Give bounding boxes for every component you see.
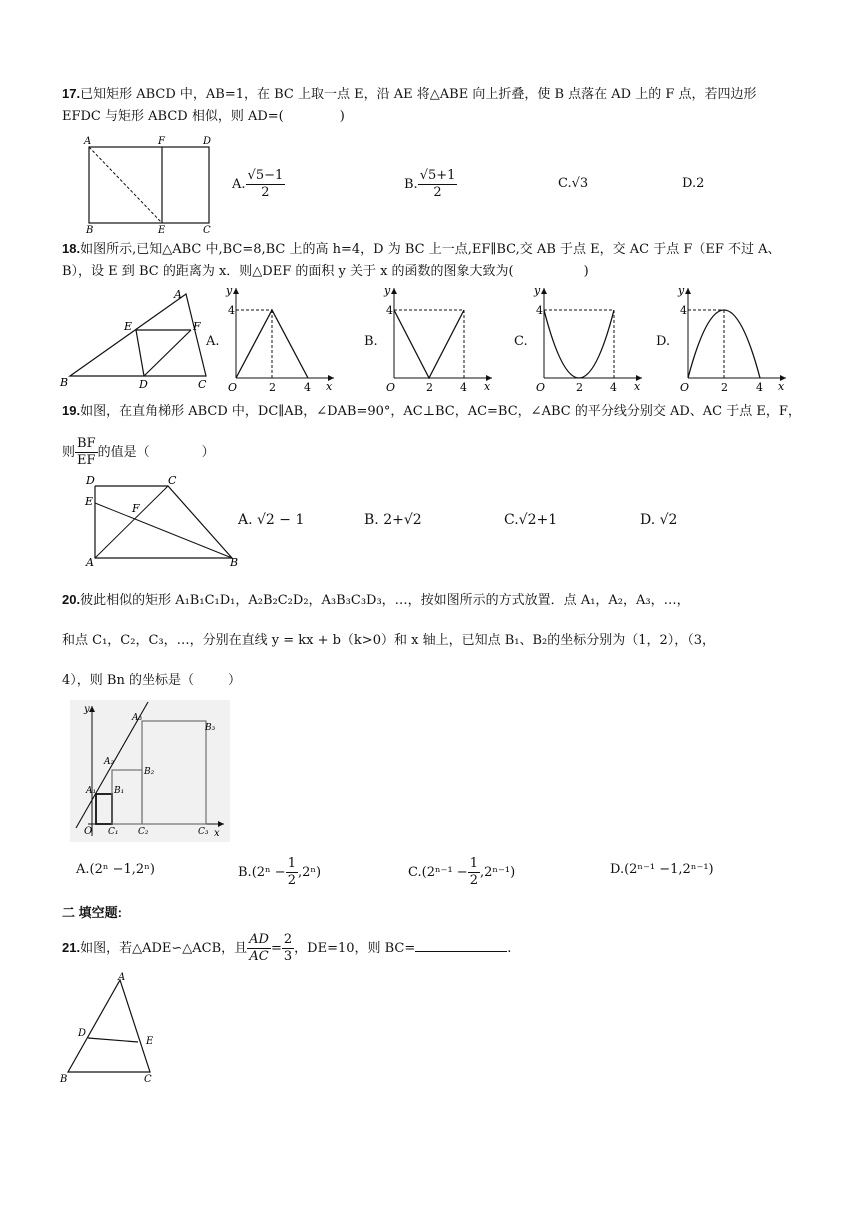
svg-text:E: E [146,1036,154,1047]
q20-figure [70,700,230,842]
svg-text:O: O [386,381,396,394]
section-heading: 二 填空题: [62,905,122,920]
svg-text:A₂: A₂ [104,757,115,767]
svg-text:C: C [203,225,211,234]
svg-text:O: O [536,381,546,394]
q18-text: 18.如图所示,已知△ABC 中,BC=8,BC 上的高 h=4，D 为 BC 上一点,EF∥BC,交 AB 于点 E，交 AC 于点 F（EF 不过 A、 B），设 E 到 BC 的距离为 x．则△DEF 的面积 y 关于 x 的函数的图象大致为( ) [62,241,781,279]
q18-option-a[interactable]: A. [206,334,220,349]
q17-option-c[interactable]: C.√3 [558,176,589,191]
svg-text:A₃: A₃ [132,713,143,723]
svg-text:2: 2 [576,381,583,394]
q20-option-c[interactable]: C.(2ⁿ⁻¹ − $\frac{1}{2}$ ,2ⁿ⁻¹) [408,856,516,888]
svg-text:A₁: A₁ [86,786,97,796]
svg-text:4: 4 [680,304,687,317]
svg-text:2: 2 [721,381,728,394]
svg-text:x: x [326,380,333,393]
svg-text:2: 2 [269,381,276,394]
q19-option-c[interactable]: C.√2+1 [504,512,558,528]
svg-text:O: O [228,381,238,394]
q21-text: 21.如图，若△ADE∽△ACB，且 $\frac{AD}{AC}$ = $\frac{2}{3}$ ，DE=10，则 BC= . [62,932,512,964]
svg-text:B: B [60,376,69,389]
svg-text:B₂: B₂ [144,767,155,777]
svg-text:4: 4 [228,304,235,317]
svg-text:C: C [198,378,207,391]
svg-text:B₁: B₁ [114,786,125,796]
svg-text:4: 4 [610,381,617,394]
svg-text:C₂: C₂ [138,827,149,837]
q19-option-d[interactable]: D. √2 [640,512,678,528]
svg-text:E: E [124,320,133,333]
svg-text:4: 4 [460,381,467,394]
svg-text:B₃: B₃ [205,723,216,733]
svg-text:y: y [226,284,233,297]
q18-graph-a[interactable] [222,284,340,396]
q17-option-a[interactable]: A. $\frac{√5-1}{2}$ [232,168,284,200]
svg-text:A: A [84,136,92,147]
q19-figure [80,474,240,566]
q21-figure [58,972,168,1086]
svg-text:x: x [484,380,491,393]
svg-text:x: x [634,380,641,393]
svg-text:E: E [158,225,166,234]
svg-text:D: D [139,378,148,391]
svg-text:B: B [230,556,239,566]
q18-option-c[interactable]: C. [514,334,528,349]
q18-option-d[interactable]: D. [656,334,671,349]
q18-option-b[interactable]: B. [364,334,378,349]
q19-text: 19.如图，在直角梯形 ABCD 中，DC∥AB，∠DAB=90°，AC⊥BC，AC=BC，∠ABC 的平分线分别交 AD、AC 于点 E，F， [62,403,801,419]
svg-text:x: x [214,828,220,839]
svg-text:F: F [193,320,201,333]
svg-text:4: 4 [304,381,311,394]
svg-text:4: 4 [756,381,763,394]
q18-triangle-figure [58,286,218,392]
svg-text:C₁: C₁ [108,827,119,837]
svg-text:F: F [132,502,140,515]
svg-text:B: B [86,225,94,234]
svg-text:x: x [778,380,785,393]
svg-text:C: C [168,474,177,487]
q18-graph-c[interactable] [530,284,648,396]
q19-text-line2: 则 $\frac{BF}{EF}$ 的值是（ ） [62,436,215,468]
q18-graph-b[interactable] [380,284,498,396]
q20-option-a[interactable]: A.(2ⁿ −1,2ⁿ) [76,862,155,877]
svg-text:A: A [118,972,126,983]
svg-text:4: 4 [536,304,543,317]
svg-text:O: O [680,381,690,394]
svg-text:D: D [203,136,212,147]
q17-text: 17.已知矩形 ABCD 中，AB=1，在 BC 上取一点 E，沿 AE 将△ABE 向上折叠，使 B 点落在 AD 上的 F 点，若四边形 EFDC 与矩形 ABCD 相似，则 AD=( ) [62,86,757,124]
svg-text:A: A [174,288,182,301]
svg-text:y: y [678,284,685,297]
svg-text:C: C [144,1074,152,1085]
q20-option-d[interactable]: D.(2ⁿ⁻¹ −1,2ⁿ⁻¹) [610,862,714,877]
svg-text:2: 2 [426,381,433,394]
svg-text:D: D [86,474,95,487]
q21-answer-blank[interactable] [415,951,507,952]
svg-text:O: O [84,826,93,837]
svg-text:C₃: C₃ [198,827,209,837]
svg-text:y: y [384,284,391,297]
svg-text:y: y [534,284,541,297]
svg-text:A: A [86,556,94,566]
q17-option-b[interactable]: B. $\frac{√5+1}{2}$ [404,168,456,200]
svg-text:F: F [158,136,165,147]
q17-option-d[interactable]: D.2 [682,176,705,191]
svg-text:4: 4 [386,304,393,317]
svg-text:y: y [84,704,90,715]
q19-option-a[interactable]: A. √2 − 1 [238,512,305,528]
svg-text:B: B [60,1074,68,1085]
q20-option-b[interactable]: B.(2ⁿ − $\frac{1}{2}$ ,2ⁿ) [238,856,322,888]
svg-text:D: D [78,1028,87,1039]
q19-option-b[interactable]: B. 2+√2 [364,512,422,528]
q17-figure [80,134,220,234]
q20-text: 20.彼此相似的矩形 A₁B₁C₁D₁，A₂B₂C₂D₂，A₃B₃C₃D₃，…，按如图所示的方式放置．点 A₁，A₂，A₃，…， 和点 C₁，C₂，C₃，…，分别在直线 y = kx + b（k>0）和 x 轴上，已知点 B₁、B₂的坐标分别为（1，2），（3， 4），则 Bn 的坐标是（ ） [62,592,716,688]
q18-graph-d[interactable] [674,284,792,396]
svg-text:E: E [85,495,94,508]
